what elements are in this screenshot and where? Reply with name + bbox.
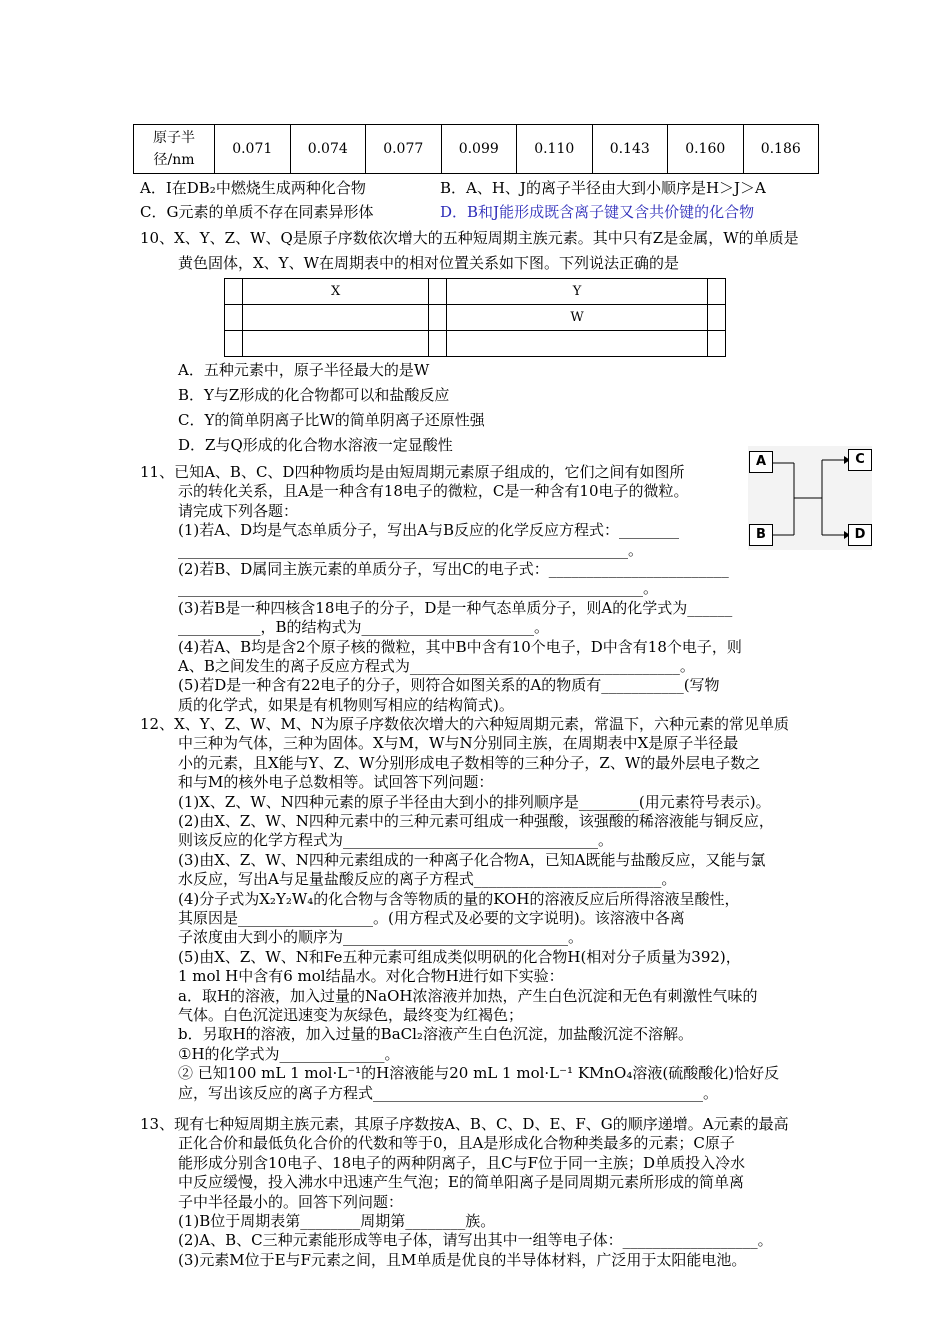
q12-line: ② 已知100 mL 1 mol·L⁻¹的H溶液能与20 mL 1 mol·L⁻¹ KMnO₄溶液(硫酸酸化)恰好反 bbox=[178, 1064, 780, 1083]
q10-stem-line: 黄色固体，X、Y、W在周期表中的相对位置关系如下图。下列说法正确的是 bbox=[178, 254, 680, 272]
q13-line: 正化合价和最低负化合价的代数和等于0，且A是形成化合物种类最多的元素；C原子 bbox=[178, 1134, 735, 1153]
grid-cell bbox=[429, 305, 447, 331]
grid-cell bbox=[225, 331, 243, 357]
q13-line: 13、现有七种短周期主族元素，其原子序数按A、B、C、D、E、F、G的顺序递增。A元素的最高 bbox=[140, 1115, 789, 1133]
node-c: C bbox=[848, 449, 872, 471]
q13-line: 子中半径最小的。回答下列问题： bbox=[178, 1192, 404, 1211]
q11-line: (3)若B是一种四核含18电子的分子，D是一种气态单质分子，则A的化学式为______ bbox=[178, 598, 733, 617]
radius-header-cell: 原子半径/nm bbox=[134, 125, 215, 174]
grid-cell: X bbox=[243, 279, 429, 305]
grid-cell bbox=[225, 279, 243, 305]
radius-value-cell: 0.143 bbox=[592, 125, 668, 174]
radius-value-cell: 0.186 bbox=[743, 125, 819, 174]
q12-line: (1)X、Z、W、N四种元素的原子半径由大到小的排列顺序是________(用元素符号表示)。 bbox=[178, 792, 771, 811]
grid-cell: Y bbox=[447, 279, 708, 305]
q12-line: (3)由X、Z、W、N四种元素组成的一种离子化合物A，已知A既能与盐酸反应，又能与氯 bbox=[178, 850, 766, 869]
q12-line: 子浓度由大到小的顺序为______________________________。 bbox=[178, 928, 584, 947]
q9-option-c: C．G元素的单质不存在同素异形体 bbox=[140, 203, 374, 221]
radius-value-cell: 0.071 bbox=[215, 125, 291, 174]
q9-option-d: D．B和J能形成既含离子键又含共价键的化合物 bbox=[440, 203, 755, 221]
q10-stem-line: 10、X、Y、Z、W、Q是原子序数依次增大的五种短周期主族元素。其中只有Z是金属，W的单质是 bbox=[140, 229, 799, 247]
grid-cell bbox=[447, 331, 708, 357]
q11-line: 质的化学式，如果是有机物则写相应的结构简式)。 bbox=[178, 695, 514, 714]
grid-cell bbox=[243, 331, 429, 357]
node-d: D bbox=[848, 524, 872, 546]
grid-cell bbox=[707, 331, 725, 357]
q10-option-b: B．Y与Z形成的化合物都可以和盐酸反应 bbox=[178, 386, 450, 404]
q11-line: ___________，B的结构式为_______________________。 bbox=[178, 618, 550, 637]
q11-line: 11、已知A、B、C、D四种物质均是由短周期元素原子组成的，它们之间有如图所 bbox=[140, 463, 685, 481]
q11-line: ____________________________________________________________。 bbox=[178, 540, 644, 559]
grid-cell bbox=[429, 279, 447, 305]
q13-line: (3)元素M位于E与F元素之间，且M单质是优良的半导体材料，广泛用于太阳能电池。 bbox=[178, 1250, 747, 1269]
q12-line: a．取H的溶液，加入过量的NaOH浓溶液并加热，产生白色沉淀和无色有刺激性气味的 bbox=[178, 986, 758, 1005]
q10-option-d: D．Z与Q形成的化合物水溶液一定显酸性 bbox=[178, 436, 453, 454]
table-row bbox=[225, 305, 726, 331]
table-row bbox=[225, 279, 726, 305]
q12-line: b．另取H的溶液，加入过量的BaCl₂溶液产生白色沉淀，加盐酸沉淀不溶解。 bbox=[178, 1025, 693, 1044]
grid-cell bbox=[707, 279, 725, 305]
node-b: B bbox=[749, 524, 773, 546]
node-a: A bbox=[749, 451, 773, 473]
q10-option-c: C．Y的简单阴离子比W的简单阴离子还原性强 bbox=[178, 411, 485, 429]
q13-line: (1)B位于周期表第________周期第________族。 bbox=[178, 1212, 496, 1230]
q11-line: A、B之间发生的离子反应方程式为____________________________________。 bbox=[178, 657, 695, 675]
q12-line: (4)分子式为X₂Y₂W₄的化合物与含等物质的量的KOH的溶液反应后所得溶液呈酸性， bbox=[178, 889, 740, 908]
q12-line: 中三种为气体，三种为固体。X与M，W与N分别同主族，在周期表中X是原子半径最 bbox=[178, 734, 739, 753]
q11-line: 示的转化关系，且A是一种含有18电子的微粒，C是一种含有10电子的微粒。 bbox=[178, 482, 689, 501]
q12-line: (2)由X、Z、W、N四种元素中的三种元素可组成一种强酸，该强酸的稀溶液能与铜反应， bbox=[178, 812, 774, 830]
q11-line: ______________________________________________________________。 bbox=[178, 579, 659, 598]
q11-line: 请完成下列各题： bbox=[178, 501, 299, 520]
q12-line: 气体。白色沉淀迅速变为灰绿色，最终变为红褐色； bbox=[178, 1006, 524, 1024]
q13-line: 中反应缓慢，投入沸水中迅速产生气泡；E的简单阳离子是同周期元素所形成的简单离 bbox=[178, 1173, 744, 1192]
q12-line: 应，写出该反应的离子方程式____________________________________________。 bbox=[178, 1083, 719, 1102]
q12-line: ①H的化学式为______________。 bbox=[178, 1044, 400, 1063]
q11-line: (5)若D是一种含有22电子的分子，则符合如图关系的A的物质有___________(写物 bbox=[178, 676, 720, 695]
grid-cell bbox=[707, 305, 725, 331]
q12-line: (5)由X、Z、W、N和Fe五种元素可组成类似明矾的化合物H(相对分子质量为392)， bbox=[178, 947, 741, 966]
grid-cell bbox=[243, 305, 429, 331]
radius-value-cell: 0.074 bbox=[290, 125, 366, 174]
radius-value-cell: 0.110 bbox=[517, 125, 593, 174]
periodic-position-table bbox=[224, 278, 726, 357]
q13-line: (2)A、B、C三种元素能形成等电子体，请写出其中一组等电子体：__________________。 bbox=[178, 1231, 773, 1250]
table-row bbox=[134, 125, 819, 174]
q12-line: 12、X、Y、Z、W、M、N为原子序数依次增大的六种短周期元素，常温下，六种元素的常见单质 bbox=[140, 715, 789, 733]
q12-line: 1 mol H中含有6 mol结晶水。对化合物H进行如下实验： bbox=[178, 967, 564, 986]
transformation-diagram bbox=[748, 446, 872, 550]
q10-option-a: A．五种元素中，原子半径最大的是W bbox=[178, 361, 430, 379]
q12-line: 和与M的核外电子总数相等。试回答下列问题： bbox=[178, 773, 494, 792]
radius-value-cell: 0.160 bbox=[668, 125, 744, 174]
q9-option-b: B．A、H、J的离子半径由大到小顺序是H＞J＞A bbox=[440, 179, 766, 197]
atomic-radius-table bbox=[133, 124, 819, 174]
q11-line: (1)若A、D均是气态单质分子，写出A与B反应的化学反应方程式：________ bbox=[178, 521, 679, 540]
radius-value-cell: 0.099 bbox=[441, 125, 517, 174]
grid-cell bbox=[429, 331, 447, 357]
q12-line: 其原因是__________________。(用方程式及必要的文字说明)。该溶液中各离 bbox=[178, 909, 685, 927]
q12-line: 则该反应的化学方程式为__________________________________。 bbox=[178, 831, 614, 850]
grid-cell: W bbox=[447, 305, 708, 331]
table-row bbox=[225, 331, 726, 357]
q9-option-a: A．I在DB₂中燃烧生成两种化合物 bbox=[140, 179, 366, 197]
grid-cell bbox=[225, 305, 243, 331]
q11-line: (4)若A、B均是含2个原子核的微粒，其中B中含有10个电子，D中含有18个电子，则 bbox=[178, 637, 742, 656]
q11-line: (2)若B、D属同主族元素的单质分子，写出C的电子式：________________________ bbox=[178, 560, 729, 578]
q12-line: 水反应，写出A与足量盐酸反应的离子方程式_________________________。 bbox=[178, 870, 677, 889]
q13-line: 能形成分别含10电子、18电子的两种阴离子，且C与F位于同一主族；D单质投入冷水 bbox=[178, 1153, 746, 1172]
q12-line: 小的元素，且X能与Y、Z、W分别形成电子数相等的三种分子，Z、W的最外层电子数之 bbox=[178, 753, 761, 772]
radius-value-cell: 0.077 bbox=[366, 125, 442, 174]
